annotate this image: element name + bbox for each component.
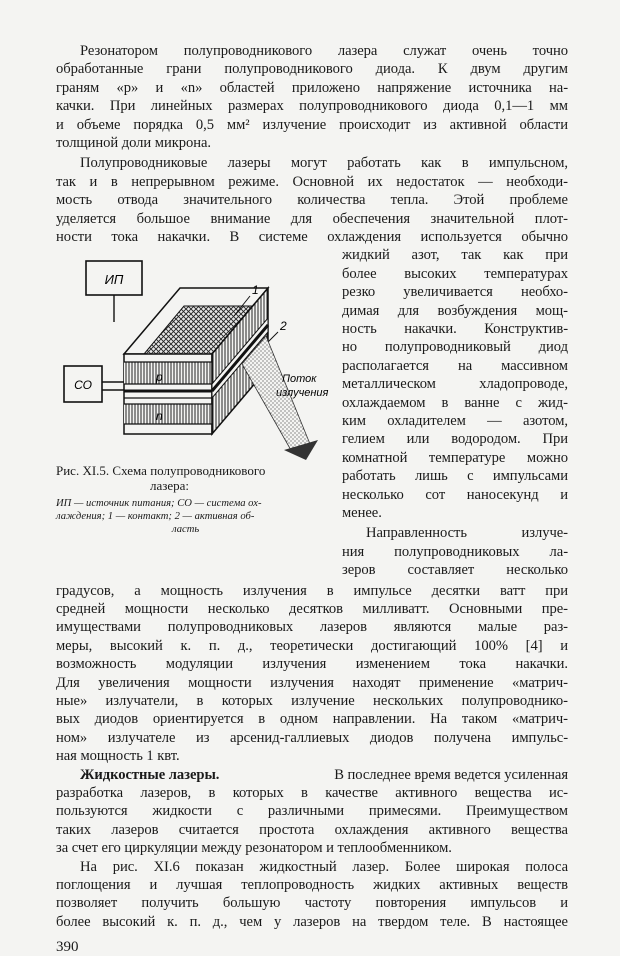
flow-label-1: Поток — [282, 373, 317, 385]
label-1: 1 — [252, 283, 259, 297]
laser-diagram — [56, 254, 336, 464]
text-line: средней мощности несколько десятков милливатт. Основными пре- — [56, 601, 568, 617]
text-line: за счет его циркуляции между резонатором и теплообменником. — [56, 840, 452, 857]
text-line: ким охладителем — азотом, — [342, 413, 568, 429]
text-line: гелием или водородом. При — [342, 431, 568, 448]
text-line: располагается на массивном — [342, 357, 568, 374]
text-line: так и в непрерывном режиме. Основной их недостаток — необходи- — [56, 173, 568, 190]
text-line: менее. — [342, 505, 382, 521]
text-line: жидкий азот, так как при — [342, 247, 568, 264]
text-line: более высокий к. п. д., чем у лазеров на твердом теле. В настоящее — [56, 913, 568, 930]
text-line: вых диодов ориентируется в одном направлении. На таком «матрич- — [56, 711, 568, 728]
text-line: и объеме порядка 0,5 мм² излучение происходит из активной области — [56, 116, 568, 133]
ip-label: ИП — [104, 272, 124, 287]
figure-legend: ИП — источник питания; СО — система ох- — [56, 498, 262, 509]
text-line: но полупроводниковый диод — [342, 339, 568, 356]
text-line: градусов, а мощность излучения в импульсе десятки ватт при — [56, 582, 568, 599]
text-line — [80, 766, 568, 784]
flow-label-2: излучения — [276, 387, 329, 399]
co-label: СО — [74, 378, 92, 392]
text-line: пользуются жидкости с различными примесями. Преимуществом — [56, 803, 568, 820]
text-line: обработанные грани полупроводникового диода. К двум другим — [56, 61, 568, 78]
text-line: имуществами полупроводниковых лазеров являются малые раз- — [56, 619, 568, 636]
n-label: n — [156, 409, 163, 423]
text-line: ния полупроводниковых ла- — [342, 543, 568, 560]
figure-legend: ласть — [172, 524, 200, 535]
text-line: ном» излучателе из арсенид-галлиевых диодов получена импульс- — [56, 729, 568, 746]
text-line: мость отвода значительного количества тепла. Этой проблеме — [56, 192, 568, 209]
text-line-rest: В последнее время ведется усиленная — [334, 766, 568, 783]
text-line: меры, высокий к. п. д., теоретически достигающий 100% [4] и — [56, 637, 568, 654]
figure-caption-cont: лазера: — [150, 478, 190, 493]
text-line: работать лишь с импульсами — [342, 468, 568, 485]
text-line: несколько сот наносекунд и — [342, 486, 568, 503]
text-line: граням «p» и «n» областей приложено напряжение источника на- — [56, 79, 568, 96]
label-2: 2 — [280, 319, 287, 333]
text-line: ность накачки. Конструктив- — [342, 321, 568, 337]
text-line: таких лазеров считается простота охлаждения активного вещества — [56, 821, 568, 838]
text-line: На рис. XI.6 показан жидкостный лазер. Более широкая полоса — [80, 858, 568, 875]
text-line: ности тока накачки. В системе охлаждения используется обычно — [56, 229, 568, 245]
p-label: p — [156, 370, 163, 384]
text-line: ная мощность 1 квт. — [56, 748, 180, 765]
text-line: более высоких температурах — [342, 265, 568, 282]
page-number: 390 — [56, 939, 79, 956]
text-line: охлаждаемом в ванне с жид- — [342, 394, 568, 411]
text-line: позволяет получить большую частоту повторения импульсов и — [56, 895, 568, 912]
text-line: резко увеличивается необхо- — [342, 284, 568, 301]
text-line: комнатной температуре можно — [342, 449, 568, 466]
figure-caption: Рис. XI.5. Схема полупроводникового — [56, 463, 266, 478]
text-line: Направленность излуче- — [366, 525, 568, 542]
text-line: зеров составляет несколько — [342, 562, 568, 579]
text-line: качки. При линейных размерах полупроводникового диода 0,1—1 мм — [56, 98, 568, 115]
text-line: металлическом хладопроводе, — [342, 376, 568, 393]
text-line: ные» излучатели, в которых излучение нескольких полупроводнико- — [56, 693, 568, 709]
text-line: уделяется большое внимание для обеспечения значительной плот- — [56, 210, 568, 227]
text-line: Полупроводниковые лазеры могут работать как в импульсном, — [80, 155, 568, 172]
text-line: димая для возбуждения мощ- — [342, 302, 568, 319]
text-line: Резонатором полупроводникового лазера служат очень точно — [80, 43, 568, 59]
text-line: разработка лазеров, в которых в качестве активного вещества ис- — [56, 785, 568, 801]
text-line: возможность модуляции излучения изменением тока накачки. — [56, 656, 568, 673]
figure-legend: лаждения; 1 — контакт; 2 — активная об- — [56, 511, 255, 522]
section-heading: Жидкостные лазеры. — [80, 766, 220, 783]
text-line: толщиной доли микрона. — [56, 135, 212, 151]
text-line: поглощения и лучшая теплопроводность жидких активных веществ — [56, 877, 568, 893]
text-line: Для увеличения мощности излучения находят применение «матрич- — [56, 674, 568, 691]
